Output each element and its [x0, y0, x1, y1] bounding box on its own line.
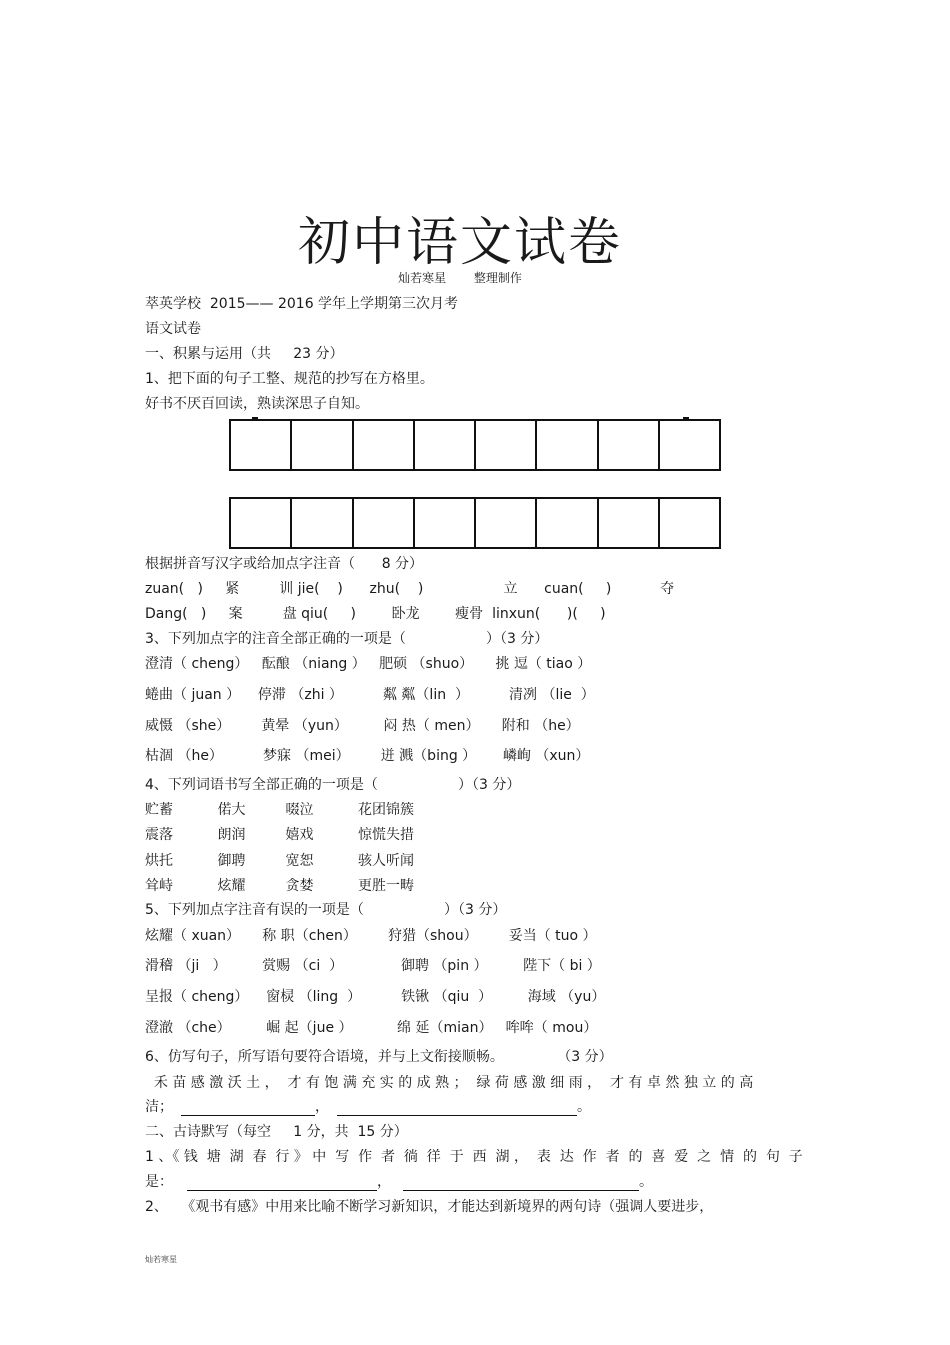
- question-6-lead: 洁；: [145, 1099, 173, 1115]
- question-3-row-1: 澄清（ cheng） 酝酿 （niang ） 肥硕 （shuo） 挑 逗（ tiao ）: [145, 656, 592, 672]
- grid-cell[interactable]: [537, 499, 598, 547]
- question-4-option-d: 耸峙 炫耀 贪婪 更胜一畴: [145, 878, 415, 894]
- grid-cell[interactable]: [660, 499, 719, 547]
- answer-blank[interactable]: [187, 1176, 377, 1191]
- exam-subject: 语文试卷: [145, 321, 201, 337]
- question-4-option-a: 贮蓄 偌大 啜泣 花团锦簇: [145, 802, 415, 818]
- question-3-row-4: 枯涸 （he） 梦寐 （mei） 迸 溅（bing ） 嶙峋 （xun）: [145, 748, 590, 764]
- question-1-sentence: 好书不厌百回读，熟读深思子自知。: [145, 396, 369, 412]
- answer-blank[interactable]: [181, 1101, 315, 1116]
- author-suffix: 整理制作: [473, 271, 522, 285]
- poem-question-1-answer-line: [145, 1173, 653, 1191]
- author-name: 灿若寒星: [398, 271, 447, 285]
- question-5-row-4: 澄澈 （che） 崛 起（jue ） 绵 延（mian） 哞哞（ mou）: [145, 1020, 598, 1036]
- answer-blank[interactable]: [403, 1176, 639, 1191]
- grid-cell[interactable]: [537, 421, 598, 469]
- poem-question-1-comma: ，: [377, 1174, 391, 1190]
- grid-cell[interactable]: [599, 421, 660, 469]
- page-footer: 灿若寒星: [145, 1255, 177, 1264]
- question-6-prompt: 禾 苗 感 激 沃 土 ， 才 有 饱 满 充 实 的 成 熟 ； 绿 荷 感 激 细 雨 ， 才 有 卓 然 独 立 的 高: [145, 1075, 754, 1091]
- question-3-row-2: 蜷曲（ juan ） 停滞 （zhi ） 粼 粼（lin ） 清冽 （lie ）: [145, 687, 595, 703]
- grid-cell[interactable]: [231, 421, 292, 469]
- grid-cell[interactable]: [292, 499, 353, 547]
- question-6: 6、仿写句子，所写语句要符合语境，并与上文衔接顺畅。 （3 分）: [145, 1049, 613, 1065]
- poem-question-1-end: 。: [639, 1174, 653, 1190]
- grid-cell[interactable]: [354, 421, 415, 469]
- question-4-option-b: 震落 朗润 嬉戏 惊慌失措: [145, 827, 415, 843]
- poem-question-2: 2、 《观书有感》中用来比喻不断学习新知识，才能达到新境界的两句诗（强调人要进步，: [145, 1199, 714, 1215]
- grid-cell[interactable]: [476, 421, 537, 469]
- question-6-comma: ，: [315, 1099, 329, 1115]
- grid-cell[interactable]: [415, 499, 476, 547]
- question-6-end: 。: [577, 1099, 591, 1115]
- question-4-option-c: 烘托 御聘 宽恕 骇人听闻: [145, 853, 415, 869]
- question-5: 5、下列加点字注音有误的一项是（ ）（3 分）: [145, 902, 507, 918]
- author-line: [0, 269, 920, 286]
- grid-cell[interactable]: [415, 421, 476, 469]
- writing-grid-row-1: [229, 419, 721, 471]
- question-5-row-3: 呈报（ cheng） 窗棂 （ling ） 铁锹 （qiu ） 海域 （yu）: [145, 989, 606, 1005]
- question-6-answer-line: [145, 1098, 591, 1116]
- question-2-row-2: Dang( ) 案 盘 qiu( ) 卧龙 瘦骨 linxun( )( ): [145, 606, 606, 622]
- question-3-row-3: 威慑 （she） 黄晕 （yun） 闷 热（ men） 附和 （he）: [145, 718, 580, 734]
- question-5-row-1: 炫耀（ xuan） 称 职（chen） 狩猎（shou） 妥当（ tuo ）: [145, 928, 597, 944]
- question-5-row-2: 滑稽 （ji ） 赏赐 （ci ） 御聘 （pin ） 陛下（ bi ）: [145, 958, 601, 974]
- question-2-row-1: zuan( ) 紧 训 jie( ) zhu( ) 立 cuan( ) 夺: [145, 581, 675, 597]
- grid-cell[interactable]: [599, 499, 660, 547]
- question-3: 3、下列加点字的注音全部正确的一项是（ ）（3 分）: [145, 631, 549, 647]
- grid-cell[interactable]: [660, 421, 719, 469]
- grid-cell[interactable]: [231, 499, 292, 547]
- poem-question-1: 1 、《 钱 塘 湖 春 行 》 中 写 作 者 徜 徉 于 西 湖 ， 表 达 作 者 的 喜 爱 之 情 的 句 子: [145, 1149, 803, 1165]
- answer-blank[interactable]: [337, 1101, 577, 1116]
- question-2: 根据拼音写汉字或给加点字注音（ 8 分）: [145, 556, 424, 572]
- writing-grid-row-2: [229, 497, 721, 549]
- grid-cell[interactable]: [354, 499, 415, 547]
- poem-question-1-lead: 是：: [145, 1174, 173, 1190]
- exam-heading: 萃英学校 2015—— 2016 学年上学期第三次月考: [145, 296, 459, 312]
- page-title: 初中语文试卷: [297, 213, 622, 273]
- grid-cell[interactable]: [292, 421, 353, 469]
- question-1: 1、把下面的句子工整、规范的抄写在方格里。: [145, 371, 434, 387]
- section-1-heading: 一、积累与运用（共 23 分）: [145, 346, 344, 362]
- grid-cell[interactable]: [476, 499, 537, 547]
- section-2-heading: 二、古诗默写（每空 1 分，共 15 分）: [145, 1124, 408, 1140]
- question-4: 4、下列词语书写全部正确的一项是（ ）（3 分）: [145, 777, 521, 793]
